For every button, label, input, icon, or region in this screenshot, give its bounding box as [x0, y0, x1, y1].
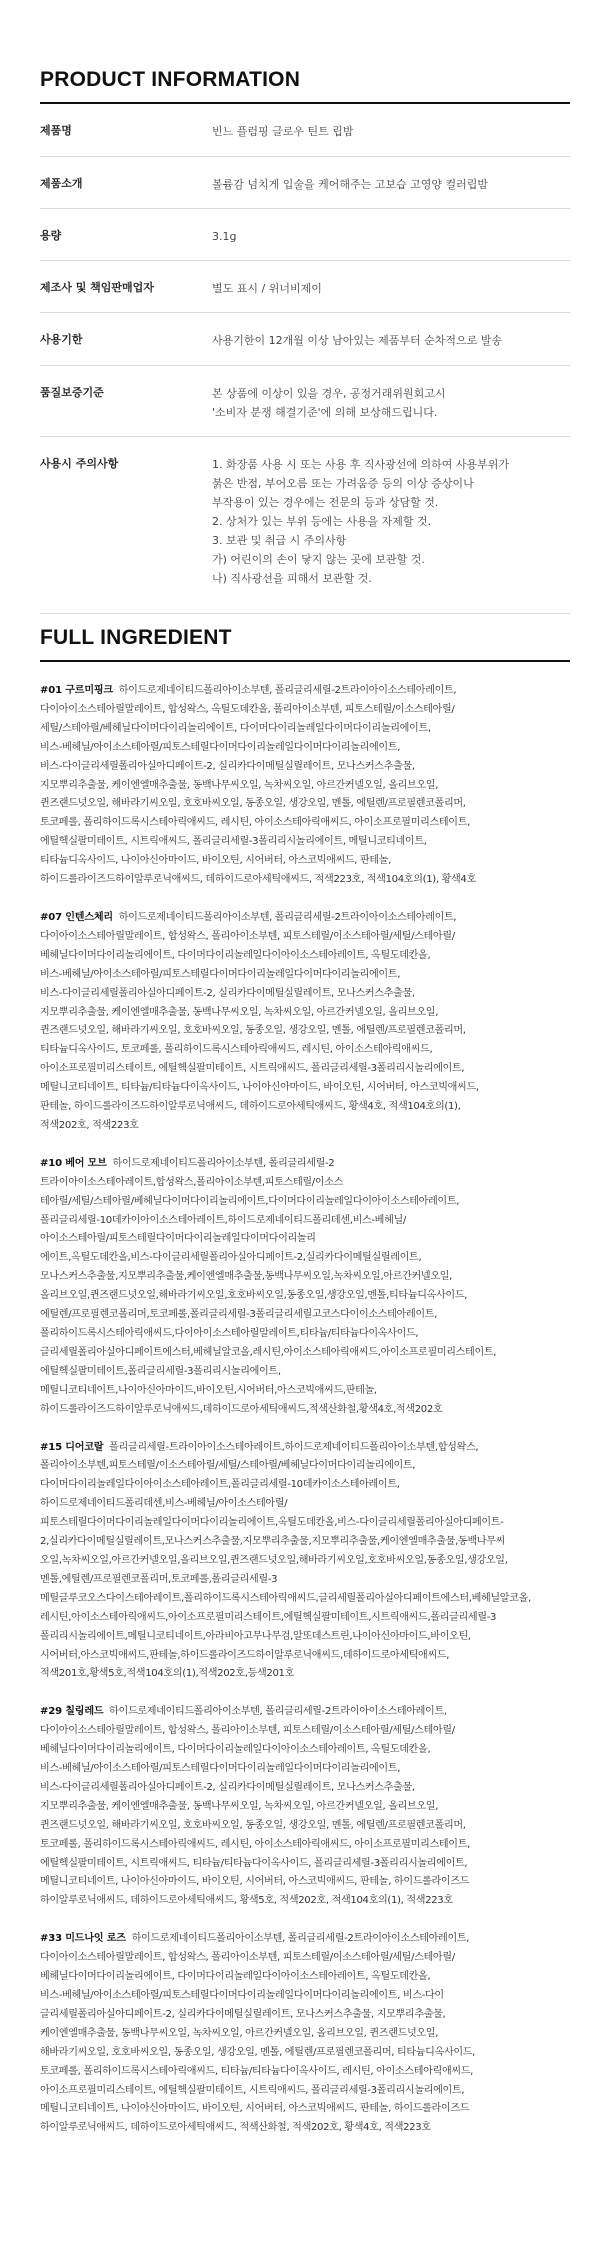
ingredient-text: 지모뿌리추출물, 케이엔엘매추출물, 동백나무씨오일, 녹차씨오일, 아르간커넬오일, 올리브오일,: [40, 1006, 439, 1018]
info-value-line: 부작용이 있는 경우에는 전문의 등과 상담할 것.: [212, 496, 439, 509]
ingredient-line: [40, 814, 572, 833]
ingredient-line: [40, 1079, 572, 1098]
info-row-product-name: [40, 104, 570, 157]
ingredient-line: [40, 1571, 572, 1590]
ingredient-line: [40, 1514, 572, 1533]
ingredient-line: [40, 758, 572, 777]
info-value-line: 3.1g: [212, 230, 237, 243]
ingredient-text: 해바라기씨오일, 호호바씨오일, 동종오일, 생강오일, 멘톨, 에틸렌/프로필렌코폴리머, 티타늄디옥사이드,: [40, 2046, 476, 2058]
ingredient-line: [40, 1590, 572, 1609]
info-label: 사용시 주의사항: [40, 457, 119, 470]
info-row-manufacturer: [40, 261, 570, 313]
ingredient-text: 다이머다이리놀레일다이아이소스테아레이트,폴리글리세릴-10데카이소스테아레이트,: [40, 1479, 400, 1491]
ingredient-line: [40, 1836, 572, 1855]
ingredient-text: 시어버터,아스코빅애씨드,판테놀,하이드롤라이즈드하이알루로닉애씨드,데하이드로아세틱애씨드,: [40, 1649, 450, 1661]
product-information-title: PRODUCT INFORMATION: [40, 68, 301, 91]
info-value-line: 나) 직사광선을 피해서 보관할 것.: [212, 572, 372, 585]
ingredient-line: [40, 909, 572, 928]
ingredient-line: [40, 1098, 572, 1117]
ingredient-text: 아이소프로필미리스테이트, 에틸헥실팔미테이트, 시트릭애씨드, 폴리글리세릴-3폴리리시놀리에이트,: [40, 2084, 465, 2096]
ingredient-text: 세틸/스테아릴/베헤닐다이머다이리놀리에이트, 다이머다이리놀레일다이머다이리놀리에이트,: [40, 722, 431, 734]
info-row-expiration: [40, 313, 570, 366]
ingredient-text: 비스-베헤닐/아이소스테아릴/피토스테릴다이머다이리놀레일다이머다이리놀리에이트, 비스-다이: [40, 1990, 444, 2001]
ingredient-line: [40, 682, 572, 701]
ingredient-text: 토코페롤, 폴리하이드록시스테아릭애씨드, 레시틴, 아이소스테아릭애씨드, 아이소프로필미리스테이트,: [40, 1838, 470, 1850]
ingredient-line: [40, 985, 572, 1004]
info-value-line: '소비자 분쟁 해결기준'에 의해 보상해드립니다.: [212, 406, 438, 419]
shade-name: #29 칠링레드: [40, 1706, 104, 1718]
ingredient-text: 케이엔엘매추출물, 동백나무씨오일, 녹차씨오일, 아르간커넬오일, 올리브오일, 퀸즈랜드넛오일,: [40, 2027, 439, 2039]
ingredient-line: [40, 1665, 572, 1684]
ingredient-line: [40, 2119, 572, 2138]
ingredient-text: 티타늄디옥사이드, 나이아신아마이드, 바이오틴, 시어버터, 아스코빅애씨드, 판테놀,: [40, 855, 392, 867]
info-value: [212, 331, 570, 365]
ingredient-line: [40, 2082, 572, 2101]
info-value: [212, 227, 570, 260]
ingredient-text: 폴리글리세릴-10데카이아이소스테아레이트,하이드로제네이티드폴리데센,비스-베헤닐/: [40, 1214, 406, 1226]
ingredient-text: 베헤닐다이머다이리놀리에이트, 다이머다이리놀레일다이아이소스테아레이트, 옥틸도데칸올,: [40, 1744, 431, 1756]
ingredient-line: [40, 1193, 572, 1212]
ingredient-text: 폴리아이소부텐,피토스테릴/이소스테아릴/세틸/스테아릴/베헤닐다이머다이리놀리에이트,: [40, 1460, 416, 1472]
ingredient-line: [40, 1249, 572, 1268]
ingredient-line: [40, 1930, 572, 1949]
ingredient-line: [40, 1968, 572, 1987]
ingredient-text: 비스-다이글리세릴폴리아실아디페이트-2, 실리카다이메틸실릴레이트, 모나스커스추출물,: [40, 760, 415, 772]
ingredient-text: 퀸즈랜드넛오일, 해바라기씨오일, 호호바씨오일, 동종오일, 생강오일, 멘톨, 에틸렌/프로필렌코폴리머,: [40, 798, 466, 810]
ingredient-line: [40, 2044, 572, 2063]
ingredient-text: 피토스테릴다이머다이리놀레일다이머다이리놀리에이트,옥틸도데칸올,비스-다이글리세릴폴리아실아디페이트-: [40, 1517, 504, 1529]
ingredient-line: [40, 1155, 572, 1174]
ingredient-text: 다이아이소스테아릴말레이트, 합성왁스, 옥틸도데칸올, 폴리아이소부텐, 피토스테릴/이소스테아릴/: [40, 703, 455, 715]
ingredient-text: 다이아이소스테아릴말레이트, 합성왁스, 폴리아이소부텐, 피토스테릴/이소스테아릴/세틸/스테아릴/: [40, 930, 455, 942]
ingredient-line: [40, 1325, 572, 1344]
info-value-line: 가) 어린이의 손이 닿지 않는 곳에 보관할 것.: [212, 553, 425, 566]
ingredient-line: [40, 1949, 572, 1968]
ingredient-block: [40, 682, 572, 890]
shade-name: #15 디어코랄: [40, 1441, 104, 1453]
info-value-line: 본 상품에 이상이 있을 경우, 공정거래위원회고시: [212, 387, 446, 400]
info-value: [212, 384, 570, 436]
info-value-line: 붉은 반점, 부어오름 또는 가려움증 등의 이상 증상이나: [212, 477, 474, 490]
ingredient-text: 2,실리카다이메틸실릴레이트,모나스커스추출물,지모뿌리추출물,지모뿌리추출물,케이엔엘매추출물,동백나무씨: [40, 1536, 506, 1548]
info-value-line: 3. 보관 및 취급 시 주의사항: [212, 534, 347, 547]
ingredient-text: 오일,녹차씨오일,아르간커넬오일,올리브오일,퀸즈랜드넛오일,해바라기씨오일,호호바씨오일,동종오일,생강오일,: [40, 1554, 508, 1566]
ingredient-list: [40, 682, 572, 2157]
ingredient-text: 퀸즈랜드넛오일, 해바라기씨오일, 호호바씨오일, 동종오일, 생강오일, 멘톨, 에틸렌/프로필렌코폴리머,: [40, 1025, 466, 1037]
ingredient-text: 지모뿌리추출물, 케이엔엘매추출물, 동백나무씨오일, 녹차씨오일, 아르간커넬오일, 올리브오일,: [40, 779, 439, 791]
ingredient-line: [40, 1987, 572, 2006]
info-row-precautions: [40, 437, 570, 614]
ingredient-line: [40, 1287, 572, 1306]
ingredient-line: [40, 1703, 572, 1722]
info-value: [212, 455, 570, 613]
ingredient-text: 적색202호, 적색223호: [40, 1119, 139, 1131]
ingredient-text: 하이드로제네이티드폴리아이소부텐, 폴리글리세릴-2: [112, 1157, 335, 1169]
ingredient-line: [40, 1892, 572, 1911]
ingredient-line: [40, 1363, 572, 1382]
ingredient-text: 메틸니코티네이트, 나이아신아마이드, 바이오틴, 시어버터, 아스코빅애씨드, 판테놀, 하이드롤라이즈드: [40, 2103, 470, 2115]
info-value-line: 사용기한이 12개월 이상 남아있는 제품부터 순차적으로 발송: [212, 334, 502, 347]
ingredient-line: [40, 1609, 572, 1628]
ingredient-text: 하이드로제네이티드폴리데센,비스-베헤닐/아이소스테아릴/: [40, 1498, 288, 1510]
ingredient-text: 올리브오일,퀸즈랜드넛오일,해바라기씨오일,호호바씨오일,동종오일,생강오일,멘톨,티타늄디옥사이드,: [40, 1290, 468, 1302]
ingredient-line: [40, 1779, 572, 1798]
ingredient-line: [40, 947, 572, 966]
ingredient-text: 테아릴/세틸/스테아릴/베헤닐다이머다이리놀리에이트,다이머다이리놀레일다이아이소스테아레이트,: [40, 1195, 460, 1207]
ingredient-line: [40, 1760, 572, 1779]
info-value: [212, 122, 570, 156]
ingredient-line: [40, 871, 572, 890]
info-label: 용량: [40, 229, 62, 242]
ingredient-line: [40, 1268, 572, 1287]
info-label: 제조사 및 책임판매업자: [40, 281, 154, 294]
ingredient-line: [40, 1401, 572, 1420]
ingredient-text: 폴리글리세릴-트라이아이소스테아레이트,하이드로제네이티드폴리아이소부텐,합성왁스,: [109, 1441, 479, 1453]
ingredient-text: 비스-베헤닐/아이소스테아릴/피토스테릴다이머다이리놀레일다이머다이리놀리에이트,: [40, 741, 401, 753]
ingredient-text: 하이드로제네이티드폴리아이소부텐, 폴리글리세릴-2트라이아이소스테아레이트,: [109, 1706, 447, 1718]
ingredient-text: 메틸니코티네이트,나이아신아마이드,바이오틴,시어버터,아스코빅애씨드,판테놀,: [40, 1384, 377, 1396]
ingredient-text: 다이아이소스테아릴말레이트, 합성왁스, 폴리아이소부텐, 피토스테릴/이소스테아릴/세틸/스테아릴/: [40, 1725, 455, 1737]
ingredient-text: 하이드로제네이티드폴리아이소부텐, 폴리글리세릴-2트라이아이소스테아레이트,: [118, 911, 457, 923]
info-value-line: 빈느 플럼핑 글로우 틴트 립밤: [212, 125, 354, 138]
ingredient-text: 아이소프로필미리스테이트, 에틸헥실팔미테이트, 시트릭애씨드, 폴리글리세릴-3폴리리시놀리에이트,: [40, 1063, 465, 1075]
ingredient-block: [40, 909, 572, 1136]
ingredient-line: [40, 1212, 572, 1231]
ingredient-line: [40, 795, 572, 814]
ingredient-text: 폴리하이드록시스테아릭애씨드,다이아이소스테아릴말레이트,티타늄/티타늄다이옥사이드,: [40, 1328, 419, 1339]
ingredient-line: [40, 966, 572, 985]
info-row-introduction: [40, 157, 570, 209]
ingredient-line: [40, 1060, 572, 1079]
ingredient-line: [40, 1344, 572, 1363]
ingredient-text: 퀸즈랜드넛오일, 해바라기씨오일, 호호바씨오일, 동종오일, 생강오일, 멘톨, 에틸렌/프로필렌코폴리머,: [40, 1819, 466, 1831]
info-label: 제품명: [40, 124, 72, 137]
shade-name: #10 베어 모브: [40, 1157, 107, 1169]
ingredient-text: 에틸렌/프로필렌코폴리머,토코페롤,폴리글리세릴-3폴리글리세릴고코스다이이소스테아레이트,: [40, 1309, 438, 1321]
ingredient-line: [40, 1628, 572, 1647]
ingredient-line: [40, 739, 572, 758]
ingredient-line: [40, 1457, 572, 1476]
ingredient-text: 멘톨,에틸렌/프로필렌코폴리머,토코페롤,폴리글리세릴-3: [40, 1573, 278, 1585]
ingredient-text: 하이드로제네이티드폴리아이소부텐, 폴리글리세릴-2트라이아이소스테아레이트,: [131, 1933, 470, 1945]
ingredient-line: [40, 1533, 572, 1552]
ingredient-line: [40, 1741, 572, 1760]
ingredient-line: [40, 777, 572, 796]
ingredient-line: [40, 1174, 572, 1193]
info-label: 사용기한: [40, 333, 83, 346]
ingredient-line: [40, 928, 572, 947]
ingredient-line: [40, 1117, 572, 1136]
ingredient-text: 아이소스테아릴/피토스테릴다이머다이리놀레일다이머다이리놀리: [40, 1233, 316, 1245]
ingredient-text: 폴리리시놀리에이트,메틸니코티네이트,아라비아고무나무검,알또데스트린,나이아신아마이드,바이오틴,: [40, 1630, 471, 1642]
shade-name: #33 미드나잇 로즈: [40, 1933, 126, 1945]
ingredient-text: 판테놀, 하이드롤라이즈드하이알루로닉애씨드, 데하이드로아세틱애씨드, 황색4호, 적색104호의(1),: [40, 1101, 461, 1113]
ingredient-line: [40, 1855, 572, 1874]
ingredient-text: 하이드로제네이티드폴리아이소부텐, 폴리글리세릴-2트라이아이소스테아레이트,: [118, 685, 457, 696]
ingredient-line: [40, 1873, 572, 1892]
ingredient-text: 다이아이소스테아릴말레이트, 합성왁스, 폴리아이소부텐, 피토스테릴/이소스테아릴/세틸/스테아릴/: [40, 1952, 455, 1964]
ingredient-line: [40, 2006, 572, 2025]
ingredient-text: 비스-다이글리세릴폴리아실아디페이트-2, 실리카다이메틸실릴레이트, 모나스커스추출물,: [40, 1781, 415, 1793]
ingredient-text: 하이드롤라이즈드하이알루로닉애씨드, 데하이드로아세틱애씨드, 적색223호, 적색104호의(1), 황색4호: [40, 874, 476, 886]
ingredient-line: [40, 1004, 572, 1023]
ingredient-block: [40, 1439, 572, 1685]
ingredient-text: 티타늄디옥사이드, 토코페롤, 폴리하이드록시스테아릭애씨드, 레시틴, 아이소스테아릭애씨드,: [40, 1044, 433, 1056]
ingredient-text: 토코페롤, 폴리하이드록시스테아릭애씨드, 티타늄/티타늄다이옥사이드, 레시틴, 아이소스테아릭애씨드,: [40, 2065, 473, 2077]
ingredient-line: [40, 1722, 572, 1741]
info-row-capacity: [40, 209, 570, 261]
ingredient-text: 지모뿌리추출물, 케이엔엘매추출물, 동백나무씨오일, 녹차씨오일, 아르간커넬오일, 올리브오일,: [40, 1800, 439, 1812]
ingredient-line: [40, 1041, 572, 1060]
ingredient-line: [40, 2063, 572, 2082]
ingredient-line: [40, 1439, 572, 1458]
ingredient-text: 에틸헥실팔미테이트, 시트릭애씨드, 폴리글리세릴-3폴리리시놀리에이트, 메틸니코티네이트,: [40, 836, 427, 848]
ingredient-line: [40, 720, 572, 739]
ingredient-text: 메틸니코티네이트, 티타늄/티타늄다이옥사이드, 나이아신아마이드, 바이오틴, 시어버터, 아스코빅애씨드,: [40, 1082, 479, 1094]
ingredient-text: 에틸헥실팔미테이트, 시트릭애씨드, 티타늄/티타늄다이옥사이드, 폴리글리세릴-3폴리리시놀리에이트,: [40, 1857, 468, 1869]
ingredient-text: 에이트,옥틸도데칸올,비스-다이글리세릴폴리아실아디페이트-2,실리카다이메틸실릴레이트,: [40, 1252, 422, 1264]
shade-name: #01 구르미핑크: [40, 685, 113, 696]
ingredient-text: 글리세릴폴리아실아디페이트에스터,베헤닐알코올,레시틴,아이소스테아릭애씨드,아이소프로필미리스테이트,: [40, 1346, 497, 1358]
ingredient-text: 토코페롤, 폴리하이드록시스테아릭애씨드, 레시틴, 아이소스테아릭애씨드, 아이소프로필미리스테이트,: [40, 817, 470, 829]
ingredient-text: 비스-다이글리세릴폴리아실아디페이트-2, 실리카다이메틸실릴레이트, 모나스커스추출물,: [40, 987, 415, 999]
ingredient-line: [40, 1476, 572, 1495]
ingredient-text: 적색201호,황색5호,적색104호의(1),적색202호,등색201호: [40, 1668, 295, 1680]
ingredient-line: [40, 833, 572, 852]
ingredient-block: [40, 1155, 572, 1420]
ingredient-text: 하이알루로닉애씨드, 데하이드로아세틱애씨드, 황색5호, 적색202호, 적색104호의(1), 적색223호: [40, 1895, 453, 1907]
ingredient-line: [40, 1495, 572, 1514]
full-ingredient-title: FULL INGREDIENT: [40, 626, 232, 649]
info-row-quality-guarantee: [40, 366, 570, 437]
ingredient-line: [40, 1382, 572, 1401]
ingredient-text: 하이드롤라이즈드하이알루로닉애씨드,데하이드로아세틱애씨드,적색산화철,황색4호,적색202호: [40, 1403, 443, 1415]
ingredient-line: [40, 1022, 572, 1041]
info-value: [212, 279, 570, 312]
info-value-line: 볼륨감 넘치게 입술을 케어해주는 고보습 고영양 컬러립밤: [212, 178, 489, 191]
info-label: 제품소개: [40, 177, 83, 190]
ingredient-line: [40, 2025, 572, 2044]
ingredient-line: [40, 1552, 572, 1571]
ingredient-text: 글리세릴폴리아실아디페이트-2, 실리카다이메틸실릴레이트, 모나스커스추출물, 지모뿌리추출물,: [40, 2008, 446, 2020]
ingredient-text: 베헤닐다이머다이리놀리에이트, 다이머다이리놀레일다이아이소스테아레이트, 옥틸도데칸올,: [40, 949, 431, 961]
ingredient-text: 모나스커스추출물,지모뿌리추출물,케이엔엘매추출물,동백나무씨오일,녹차씨오일,아르간커넬오일,: [40, 1271, 452, 1283]
ingredient-block: [40, 1930, 572, 2138]
ingredient-line: [40, 1230, 572, 1249]
ingredient-text: 메틸니코티네이트, 나이아신아마이드, 바이오틴, 시어버터, 아스코빅애씨드, 판테놀, 하이드롤라이즈드: [40, 1876, 470, 1888]
title-divider: [40, 660, 570, 662]
ingredient-line: [40, 2100, 572, 2119]
shade-name: #07 인텐스체리: [40, 911, 113, 923]
ingredient-text: 비스-베헤닐/아이소스테아릴/피토스테릴다이머다이리놀레일다이머다이리놀리에이트,: [40, 1763, 401, 1775]
ingredient-text: 메틸글루코오스다이스테아레이트,폴리하이드록시스테아릭애씨드,글리세릴폴리아실아디페이트에스터,베헤닐알코올,: [40, 1592, 531, 1604]
ingredient-text: 에틸헥실팔미테이트,폴리글리세릴-3폴리리시놀리에이트,: [40, 1365, 281, 1377]
ingredient-block: [40, 1703, 572, 1911]
ingredient-text: 트라이아이소스테아레이트,합성왁스,폴리아이소부텐,피토스테릴/이소스: [40, 1176, 344, 1188]
info-value-line: 2. 상처가 있는 부위 등에는 사용을 자제할 것.: [212, 515, 432, 528]
ingredient-text: 비스-베헤닐/아이소스테아릴/피토스테릴다이머다이리놀레일다이머다이리놀리에이트,: [40, 968, 401, 980]
ingredient-line: [40, 701, 572, 720]
product-information-table: [40, 104, 570, 614]
info-value: [212, 175, 570, 208]
ingredient-text: 하이알루로닉애씨드, 데하이드로아세틱애씨드, 적색산화철, 적색202호, 황색4호, 적색223호: [40, 2122, 431, 2134]
ingredient-line: [40, 1817, 572, 1836]
info-value-line: 별도 표시 / 위너비제이: [212, 282, 322, 295]
ingredient-line: [40, 1306, 572, 1325]
ingredient-text: 베헤닐다이머다이리놀리에이트, 다이머다이리놀레일다이아이소스테아레이트, 옥틸도데칸올,: [40, 1971, 431, 1983]
ingredient-line: [40, 1798, 572, 1817]
info-value-line: 1. 화장품 사용 시 또는 사용 후 직사광선에 의하여 사용부위가: [212, 458, 509, 471]
info-label: 품질보증기준: [40, 386, 104, 399]
ingredient-line: [40, 1647, 572, 1666]
ingredient-line: [40, 852, 572, 871]
ingredient-text: 레시틴,아이소스테아릭애씨드,아이소프로필미리스테이트,에틸헥실팔미테이트,시트릭애씨드,폴리글리세릴-3: [40, 1611, 497, 1623]
